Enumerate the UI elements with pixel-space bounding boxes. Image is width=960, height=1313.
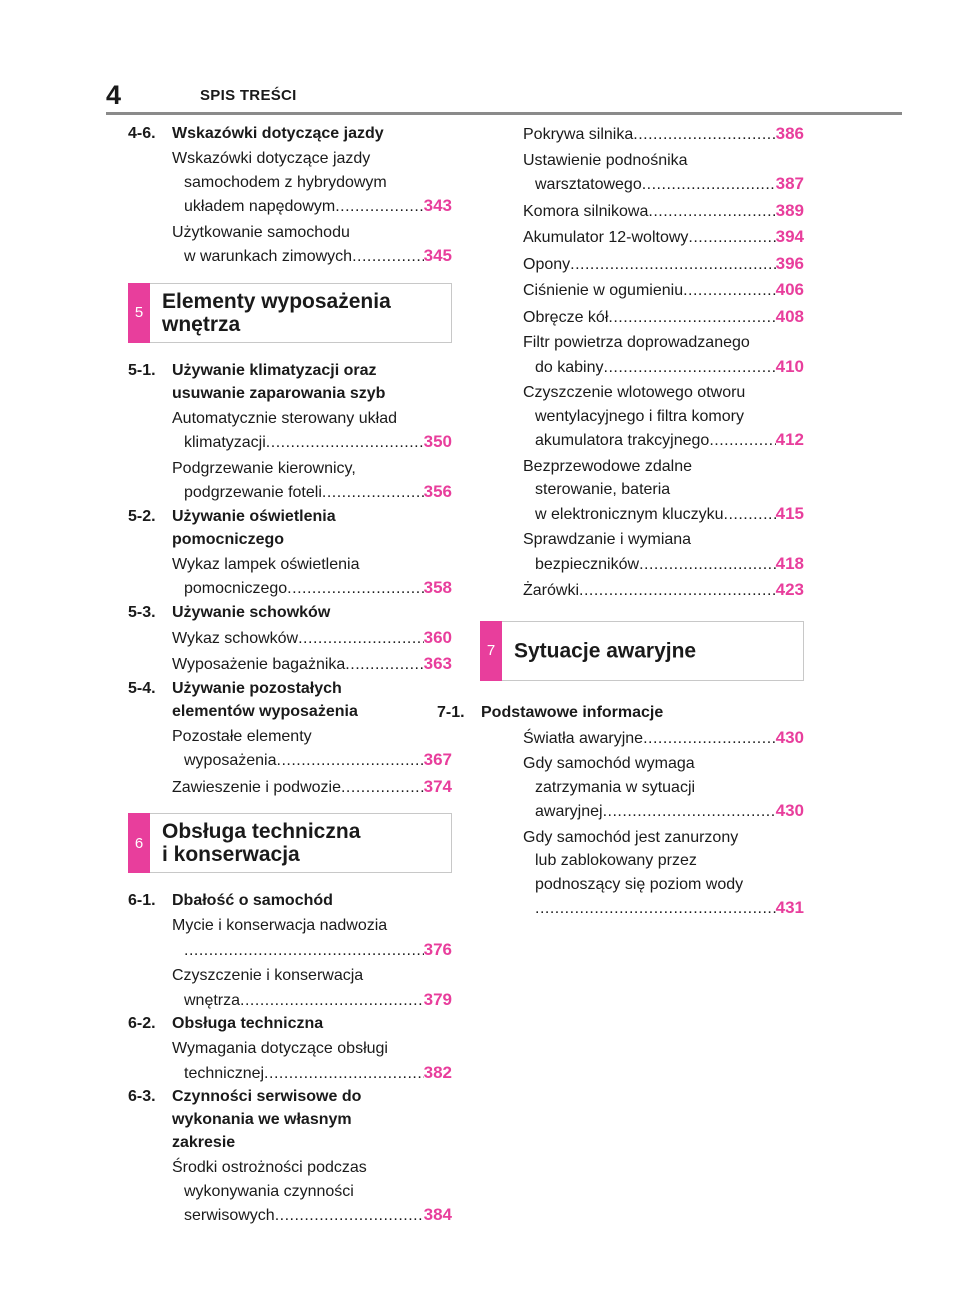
toc-entry[interactable]: Mycie i konserwacja nadwozia ..... 376 — [128, 914, 452, 962]
page-ref[interactable]: 431 — [775, 898, 804, 917]
toc-entry[interactable]: Wykaz schowków ..... 360 — [128, 626, 452, 651]
page-ref[interactable]: 386 — [775, 124, 804, 143]
toc-entry[interactable]: Użytkowanie samochodu w warunkach zimowych ..... 345 — [128, 221, 452, 269]
chapter-title: Obsługa techniczna i konserwacja — [162, 820, 361, 866]
section-heading: 5-1. Używanie klimatyzacji oraz usuwanie zaparowania szyb — [128, 361, 386, 402]
toc-entry[interactable]: Pokrywa silnika ..... 386 — [480, 122, 804, 147]
toc-entry[interactable]: Gdy samochód wymaga zatrzymania w sytuacji awaryjnej ..... 430 — [480, 752, 804, 824]
page-ref[interactable]: 418 — [775, 553, 804, 573]
page-ref[interactable]: 350 — [423, 432, 452, 451]
page-ref[interactable]: 396 — [775, 253, 804, 273]
section-heading: 7-1. Podstawowe informacje — [437, 703, 664, 721]
page-ref[interactable]: 345 — [423, 246, 452, 265]
toc-entry[interactable]: Podgrzewanie kierownicy, podgrzewanie foteli ..... 356 — [128, 457, 452, 505]
chapter-title: Elementy wyposażenia wnętrza — [162, 289, 391, 336]
section-heading: 6-2. Obsługa techniczna — [128, 1015, 324, 1032]
toc-entry[interactable]: Automatycznie sterowany układ klimatyzacji ..... 350 — [128, 407, 452, 455]
page-ref[interactable]: 423 — [775, 580, 804, 599]
chapter-tab: 5 — [128, 283, 150, 343]
page-number: 4 — [106, 80, 122, 110]
toc-entry[interactable]: Gdy samochód jest zanurzony lub zablokowany przez podnoszący się poziom wody ..... 431 — [480, 826, 804, 921]
toc-entry[interactable]: Światła awaryjne ..... 430 — [480, 726, 804, 751]
chapter-title: Sytuacje awaryjne — [514, 639, 697, 662]
toc-entry[interactable]: Filtr powietrza doprowadzanego do kabiny ..... 410 — [480, 331, 804, 379]
page-ref[interactable]: 382 — [423, 1062, 452, 1082]
chapter-banner-6 — [128, 813, 452, 873]
page-ref[interactable]: 387 — [775, 174, 804, 193]
page-ref[interactable]: 343 — [423, 196, 452, 215]
toc-left-column — [128, 122, 452, 1228]
toc-entry[interactable]: Bezprzewodowe zdalne sterowanie, bateria w elektronicznym kluczyku ..... 415 — [480, 455, 804, 527]
header-title: SPIS TREŚCI — [200, 87, 297, 104]
toc-entry[interactable]: Komora silnikowa ..... 389 — [480, 199, 804, 224]
toc-entry[interactable]: Wykaz lampek oświetlenia pomocniczego ..... 358 — [128, 553, 452, 601]
toc-entry[interactable]: Czyszczenie wlotowego otworu wentylacyjnego i filtra komory akumulatora trakcyjnego ..... 412 — [480, 381, 804, 453]
page-ref[interactable]: 376 — [423, 939, 452, 959]
toc-entry[interactable]: Żarówki ..... 423 — [480, 578, 804, 603]
header-rule — [106, 112, 902, 115]
page-ref[interactable]: 389 — [775, 200, 804, 220]
page-ref[interactable]: 360 — [423, 627, 452, 647]
toc-entry[interactable]: Ustawienie podnośnika warsztatowego ..... 387 — [480, 149, 804, 197]
page-ref[interactable]: 363 — [423, 654, 452, 673]
section-heading: 4-6. Wskazówki dotyczące jazdy — [128, 125, 384, 142]
section-heading: 5-2. Używanie oświetlenia pomocniczego — [128, 507, 336, 548]
chapter-tab: 7 — [480, 621, 502, 681]
chapter-banner-7 — [480, 621, 804, 681]
toc-entry[interactable]: Wymagania dotyczące obsługi technicznej ..... 382 — [128, 1037, 452, 1085]
page-ref[interactable]: 410 — [775, 356, 804, 376]
toc-entry[interactable]: Wyposażenie bagażnika ..... 363 — [128, 652, 452, 677]
page-ref[interactable]: 374 — [423, 776, 452, 796]
section-heading: 6-1. Dbałość o samochód — [128, 892, 333, 909]
page-ref[interactable]: 430 — [775, 801, 804, 820]
section-heading: 5-4. Używanie pozostałych elementów wyposażenia — [128, 679, 358, 720]
toc-entry[interactable]: Obręcze kół ..... 408 — [480, 305, 804, 330]
page-ref[interactable]: 394 — [775, 227, 804, 246]
toc-entry[interactable]: Środki ostrożności podczas wykonywania czynności serwisowych ..... 384 — [128, 1156, 452, 1228]
page-ref[interactable]: 408 — [775, 306, 804, 326]
page-ref[interactable]: 356 — [423, 482, 452, 501]
toc-entry[interactable]: Pozostałe elementy wyposażenia ..... 367 — [128, 725, 452, 773]
page-ref[interactable]: 358 — [423, 578, 452, 597]
toc-entry[interactable]: Zawieszenie i podwozie ..... 374 — [128, 775, 452, 800]
toc-entry[interactable]: Akumulator 12-woltowy ..... 394 — [480, 225, 804, 250]
page-ref[interactable]: 379 — [423, 989, 452, 1009]
chapter-tab: 6 — [128, 813, 150, 873]
page-ref[interactable]: 415 — [775, 503, 804, 523]
section-heading: 6-3. Czynności serwisowe do wykonania we własnym zakresie — [128, 1088, 362, 1151]
page-ref[interactable]: 412 — [775, 430, 804, 449]
page-ref[interactable]: 367 — [423, 750, 452, 769]
toc-entry[interactable]: Opony ..... 396 — [480, 252, 804, 277]
page-ref[interactable]: 384 — [423, 1205, 452, 1224]
page-ref[interactable]: 430 — [775, 727, 804, 747]
toc-entry[interactable]: Ciśnienie w ogumieniu ..... 406 — [480, 278, 804, 303]
toc-entry[interactable]: Czyszczenie i konserwacja wnętrza ..... 379 — [128, 964, 452, 1012]
toc-entry[interactable]: Wskazówki dotyczące jazdy samochodem z hybrydowym układem napędowym ..... 343 — [128, 147, 452, 219]
chapter-banner-5 — [128, 283, 452, 343]
page-ref[interactable]: 406 — [775, 280, 804, 299]
page-header — [106, 80, 902, 116]
section-heading: 5-3. Używanie schowków — [128, 603, 331, 621]
toc-entry[interactable]: Sprawdzanie i wymiana bezpieczników ..... 418 — [480, 528, 804, 576]
